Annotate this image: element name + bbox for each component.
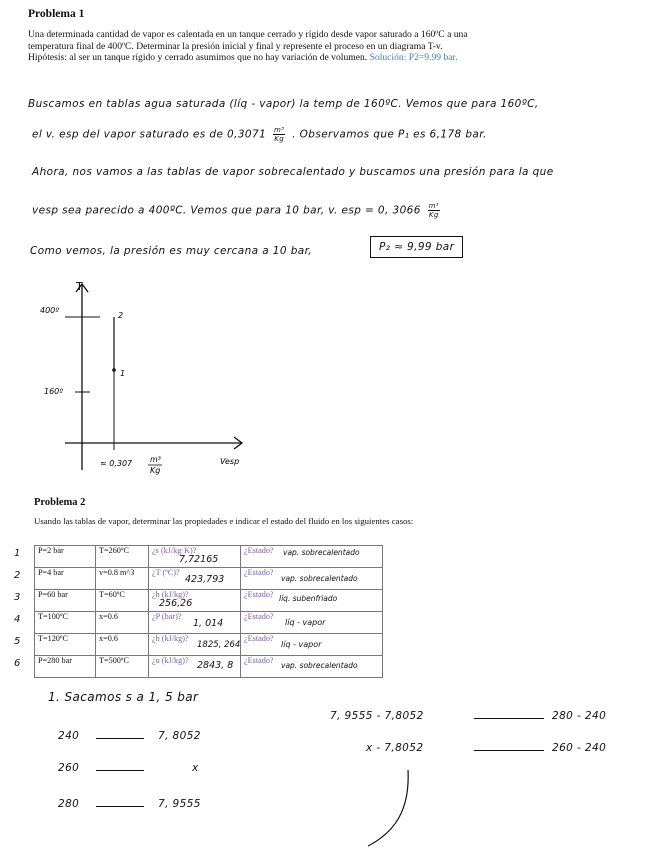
work-l3b: 7, 9555 — [158, 798, 201, 810]
work-r2b: 260 - 240 — [552, 742, 607, 754]
cell-given-2: T=500ºC — [96, 656, 149, 678]
hw-line-2b: . Observamos que P₁ es 6,178 bar. — [292, 128, 487, 141]
cell-given-2: v=0.8 m^3 — [96, 568, 149, 590]
hw-unit-den: Kg — [274, 135, 285, 143]
cell-question: ¿T (ºC)? — [152, 568, 180, 577]
cell-question: ¿u (kJ/kg)? — [152, 656, 189, 665]
cell-given-2: T=260ºC — [96, 546, 149, 568]
cell-state-answer: vap. sobrecalentado — [281, 574, 358, 583]
cell-given-2: x=0.6 — [96, 634, 149, 656]
table-row — [35, 612, 383, 634]
work-l2b: x — [192, 762, 199, 774]
cell-given-1: T=120ºC — [35, 634, 96, 656]
work-dash — [96, 806, 144, 807]
cell-state-answer: vap. sobrecalentado — [281, 661, 358, 670]
row-number: 6 — [14, 658, 21, 669]
work-dash — [474, 750, 544, 751]
cell-question: ¿h (kJ/kg)? — [152, 590, 189, 599]
hw-unit-fraction-2 — [428, 202, 440, 219]
cell-answer: 1825, 264 — [197, 640, 241, 650]
work-l3a: 280 — [58, 798, 80, 810]
cell-answer: 1, 014 — [193, 618, 224, 629]
cell-given-1: P=4 bar — [35, 568, 96, 590]
x-unit-num: m³ — [150, 455, 161, 464]
cell-state-answer: líq - vapor — [285, 618, 326, 627]
properties-table — [34, 545, 383, 678]
x-unit-den: Kg — [150, 466, 161, 475]
cell-given-2: T=60ºC — [96, 590, 149, 612]
work-l1a: 240 — [58, 730, 80, 742]
work-arrow-stroke — [360, 770, 430, 848]
cell-state-label: ¿Estado? — [244, 634, 274, 643]
cell-state-label: ¿Estado? — [244, 656, 274, 665]
hw-line-2 — [32, 126, 487, 143]
cell-state-label: ¿Estado? — [244, 568, 274, 577]
table-row — [35, 634, 383, 656]
cell-given-1: P=280 bar — [35, 656, 96, 678]
row-number: 4 — [14, 614, 21, 625]
hw-line-2a: el v. esp del vapor saturado es de 0,3071 — [32, 128, 267, 141]
problem1-solution: Solución: P2=9.99 bar. — [369, 52, 458, 64]
y-axis-label: T — [76, 280, 83, 293]
cell-question: ¿s (kJ/kg·K)? — [152, 546, 197, 555]
problem1-title: Problema 1 — [28, 8, 85, 20]
table-row — [35, 656, 383, 678]
problem2-title: Problema 2 — [34, 497, 86, 508]
work-r1a: 7, 9555 - 7,8052 — [330, 710, 424, 722]
hw-unit-num-2: m³ — [428, 202, 439, 210]
hw-unit-fraction — [273, 126, 285, 143]
row-number: 2 — [14, 570, 21, 581]
problem2-text: Usando las tablas de vapor, determinar las propiedades e indicar el estado del fluido en los siguientes casos: — [34, 516, 414, 526]
t-high-label: 400º — [40, 306, 60, 315]
cell-given-2: x=0.6 — [96, 612, 149, 634]
hw-line-3: Ahora, nos vamos a las tablas de vapor sobrecalentado y buscamos una presión para la que — [32, 166, 554, 178]
hw-line-4 — [32, 202, 443, 219]
tv-diagram — [20, 280, 280, 490]
row-number: 5 — [14, 636, 21, 647]
work-l1b: 7, 8052 — [158, 730, 201, 742]
x-tick-label: ≈ 0,307 — [100, 459, 133, 468]
work-dash — [474, 718, 544, 719]
problem1-statement — [28, 29, 468, 64]
work-l2a: 260 — [58, 762, 80, 774]
hw-line-4a: vesp sea parecido a 400ºC. Vemos que para 10 bar, v. esp = 0, 3066 — [32, 204, 421, 217]
work-dash — [96, 770, 144, 771]
cell-state-label: ¿Estado? — [244, 590, 274, 599]
state-2-label: 2 — [118, 311, 124, 320]
cell-given-1: T=100ºC — [35, 612, 96, 634]
cell-state-label: ¿Estado? — [244, 612, 274, 621]
table-row — [35, 568, 383, 590]
cell-question: ¿P (bar)? — [152, 612, 182, 621]
x-axis-label: Vesp — [220, 457, 240, 466]
hw-unit-den-2: Kg — [428, 211, 439, 219]
cell-state-answer: líq. subenfriado — [279, 594, 338, 603]
hw-line-5: Como vemos, la presión es muy cercana a 10 bar, — [30, 245, 313, 257]
cell-state-answer: líq - vapor — [281, 640, 322, 649]
work-r1b: 280 - 240 — [552, 710, 607, 722]
table-row — [35, 590, 383, 612]
cell-given-1: P=60 bar — [35, 590, 96, 612]
cell-answer: 256,26 — [159, 598, 193, 609]
table-row — [35, 546, 383, 568]
t-low-label: 160º — [44, 387, 64, 396]
hw-line-1: Buscamos en tablas agua saturada (líq - vapor) la temp de 160ºC. Vemos que para 160ºC, — [28, 98, 539, 110]
row-numbers — [14, 544, 34, 676]
problem1-text: Una determinada cantidad de vapor es calentada en un tanque cerrado y rígido desde vapor saturado a 160ºC a una temperatura final de 400ºC. Determinar la presión inicial y final y represente el proceso en un diagrama T-v. Hipótesis: al ser un tanque rígido y cerrado asumimos que no hay variación de volumen. — [28, 29, 468, 64]
cell-answer: 7,72165 — [179, 554, 219, 565]
cell-answer: 423,793 — [185, 574, 225, 585]
cell-answer: 2843, 8 — [197, 660, 234, 671]
work-heading: 1. Sacamos s a 1, 5 bar — [48, 690, 199, 704]
work-r2a: x - 7,8052 — [366, 742, 424, 754]
state-1-point — [112, 368, 116, 372]
hw-unit-num: m³ — [273, 126, 285, 134]
row-number: 3 — [14, 592, 21, 603]
cell-question: ¿h (kJ/kg)? — [152, 634, 189, 643]
hw-boxed-answer: P₂ ≈ 9,99 bar — [370, 236, 463, 258]
cell-state-answer: vap. sobrecalentado — [283, 548, 360, 557]
row-number: 1 — [14, 548, 21, 559]
state-1-label: 1 — [120, 369, 126, 378]
work-dash — [96, 738, 144, 739]
cell-given-1: P=2 bar — [35, 546, 96, 568]
cell-state-label: ¿Estado? — [244, 546, 274, 555]
